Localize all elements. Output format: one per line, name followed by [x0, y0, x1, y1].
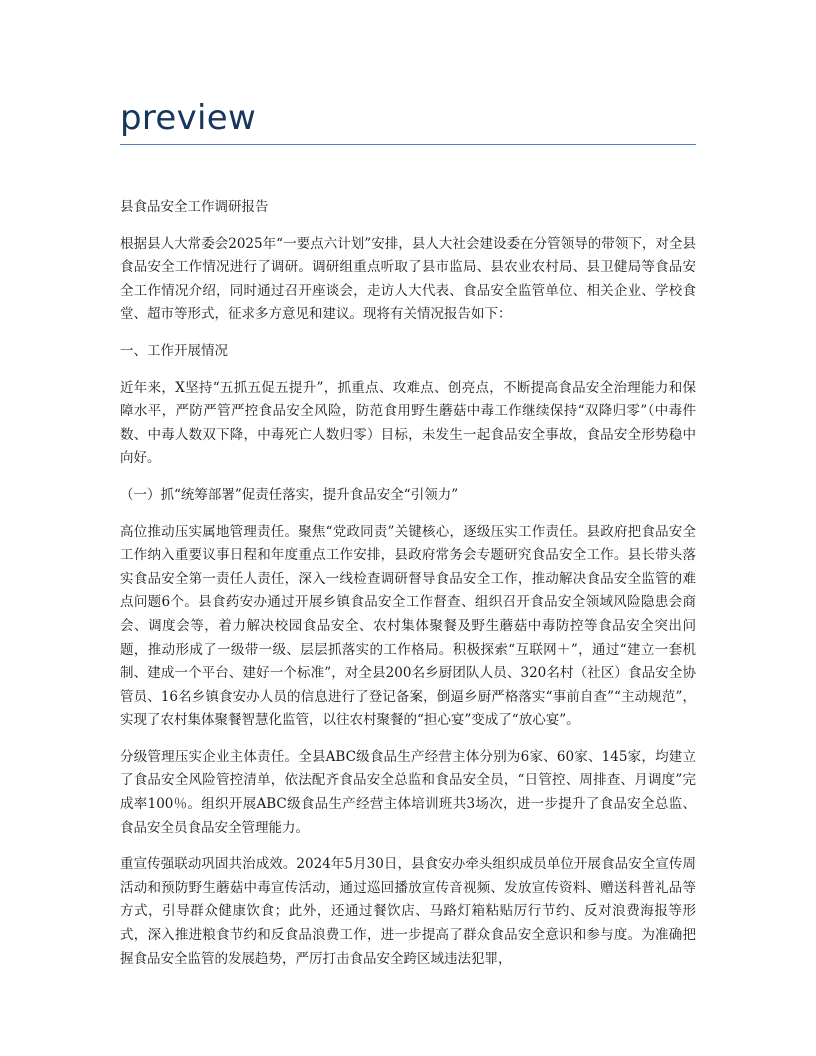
overview-paragraph: 近年来，X坚持“五抓五促五提升”，抓重点、攻难点、创亮点，不断提高食品安全治理能力和保障水平，严防严管严控食品安全风险，防范食用野生蘑菇中毒工作继续保持“双降归零”（中毒件数、中毒人数双下降，中毒死亡人数归零）目标，未发生一起食品安全事故，食品安全形势稳中向好。 [120, 379, 696, 467]
report-heading: 县食品安全工作调研报告 [120, 199, 269, 215]
section-heading-work-status: 一、工作开展情况 [120, 342, 228, 359]
subsection-heading-1: （一）抓“统筹部署”促责任落实，提升食品安全“引领力” [120, 486, 459, 503]
intro-paragraph: 根据县人大常委会2025年“一要点六计划”安排，县人大社会建设委在分管领导的带领下，对全县食品安全工作情况进行了调研。调研组重点听取了县市监局、县农业农村局、县卫健局等食品安全工作情况介绍，同时通过召开座谈会，走访人大代表、食品安全监管单位、相关企业、学校食堂、超市等形式，征求多方意见和建议。现将有关情况报告如下： [120, 235, 696, 323]
responsibility-paragraph: 高位推动压实属地管理责任。聚焦“党政同责”关键核心，逐级压实工作责任。县政府把食品安全工作纳入重要议事日程和年度重点工作安排，县政府常务会专题研究食品安全工作。县长带头落实食品安全第一责任人责任，深入一线检查调研督导食品安全工作，推动解决食品安全监管的难点问题6个。县食药安办通过开展乡镇食品安全工作督查、组织召开食品安全领域风险隐患会商会、调度会等，着力解决校园食品安全、农村集体聚餐及野生蘑菇中毒防控等食品安全突出问题，推动形成了一级带一级、层层抓落实的工作格局。积极探索“互联网＋”，通过“建立一套机制、建成一个平台、建好一个标准”，对全县200名乡厨团队人员、320名村（社区）食品安全协管员、16名乡镇食安办人员的信息进行了登记备案，倒逼乡厨严格落实“事前自查”“主动规范”，实现了农村集体聚餐智慧化监管，以往农村聚餐的“担心宴”变成了“放心宴”。 [120, 523, 696, 729]
title-underline [120, 144, 696, 145]
publicity-paragraph: 重宣传强联动巩固共治成效。2024年5月30日，县食安办牵头组织成员单位开展食品安全宣传周活动和预防野生蘑菇中毒宣传活动，通过巡回播放宣传音视频、发放宣传资料、赠送科普礼品等方式，引导群众健康饮食；此外，还通过餐饮店、马路灯箱粘贴厉行节约、反对浪费海报等形式，深入推进粮食节约和反食品浪费工作，进一步提高了群众食品安全意识和参与度。为准确把握食品安全监管的发展趋势，严厉打击食品安全跨区域违法犯罪， [120, 856, 696, 967]
document-body [120, 196, 696, 984]
document-title: preview [120, 98, 257, 138]
enterprise-paragraph: 分级管理压实企业主体责任。全县ABC级食品生产经营主体分别为6家、60家、145家，均建立了食品安全风险管控清单，依法配齐食品安全总监和食品安全员，“日管控、周排查、月调度”完成率100％。组织开展ABC级食品生产经营主体培训班共3场次，进一步提升了食品安全总监、食品安全员食品安全管理能力。 [120, 748, 696, 836]
